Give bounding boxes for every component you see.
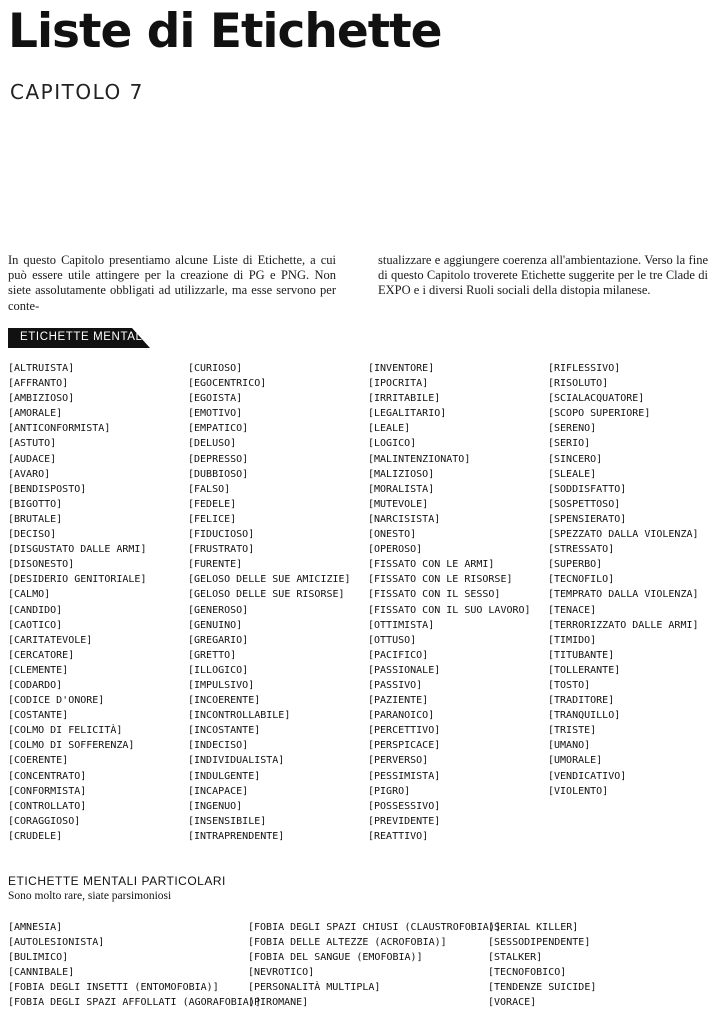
label-item: [TRANQUILLO] — [548, 710, 621, 722]
label-item: [TRADITORE] — [548, 695, 615, 707]
mental-labels-column-1 — [8, 361, 146, 844]
label-item: [CODICE D'ONORE] — [8, 695, 105, 707]
label-item: [FISSATO CON IL SUO LAVORO] — [368, 604, 531, 616]
label-item: [FISSATO CON LE RISORSE] — [368, 574, 513, 586]
label-item: [VORACE] — [488, 997, 537, 1009]
label-item: [AVARO] — [8, 468, 51, 480]
label-item: [PASSIVO] — [368, 679, 423, 691]
special-labels-column-1 — [8, 920, 261, 1011]
label-item: [INCAPACE] — [188, 785, 249, 797]
label-item: [FOBIA DEGLI INSETTI (ENTOMOFOBIA)] — [8, 982, 219, 994]
label-item: [EGOCENTRICO] — [188, 378, 267, 390]
label-item: [MALIZIOSO] — [368, 468, 435, 480]
label-item: [CARITATEVOLE] — [8, 634, 93, 646]
label-item: [FISSATO CON IL SESSO] — [368, 589, 501, 601]
label-item: [EMPATICO] — [188, 423, 249, 435]
label-item: [MUTEVOLE] — [368, 498, 429, 510]
label-item: [CAOTICO] — [8, 619, 63, 631]
label-item: [ALTRUISTA] — [8, 363, 75, 374]
label-item: [FELICE] — [188, 513, 237, 525]
label-item: [SCOPO SUPERIORE] — [548, 408, 651, 420]
label-item: [TOLLERANTE] — [548, 664, 621, 676]
label-item: [RISOLUTO] — [548, 378, 609, 390]
label-item: [SUPERBO] — [548, 559, 603, 571]
label-item: [CANNIBALE] — [8, 967, 75, 979]
label-item: [CALMO] — [8, 589, 51, 601]
label-item: [TEMPRATO DALLA VIOLENZA] — [548, 589, 699, 601]
label-item: [MORALISTA] — [368, 483, 435, 495]
label-item: [INDECISO] — [188, 740, 249, 752]
label-item: [SERENO] — [548, 423, 597, 435]
intro-paragraph-right: stualizzare e aggiungere coerenza all'ambientazione. Verso la fine di questo Capitolo troverete Etichette suggerite per le tre Clade di EXPO e i diversi Ruoli sociali della distopia milanese. — [378, 253, 708, 298]
label-item: [CONFORMISTA] — [8, 785, 87, 797]
label-item: [AUDACE] — [8, 453, 57, 465]
special-labels-column-2 — [248, 920, 501, 1011]
label-item: [TENDENZE SUICIDE] — [488, 982, 597, 994]
label-item: [PIROMANE] — [248, 997, 309, 1009]
label-item: [SINCERO] — [548, 453, 603, 465]
mental-labels-column-3 — [368, 361, 531, 844]
label-item: [TECNOFOBICO] — [488, 967, 567, 979]
label-item: [CLEMENTE] — [8, 664, 69, 676]
label-item: [GREGARIO] — [188, 634, 249, 646]
label-item: [PERVERSO] — [368, 755, 429, 767]
label-item: [EMOTIVO] — [188, 408, 243, 420]
special-labels-column-3 — [488, 920, 596, 1011]
label-item: [SERIO] — [548, 438, 591, 450]
label-item: [PERSONALITÀ MULTIPLA] — [248, 982, 381, 994]
label-item: [TOSTO] — [548, 679, 591, 691]
label-item: [IRRITABILE] — [368, 393, 441, 405]
label-item: [BIGOTTO] — [8, 498, 63, 510]
label-item: [GENEROSO] — [188, 604, 249, 616]
label-item: [GELOSO DELLE SUE AMICIZIE] — [188, 574, 351, 586]
label-item: [LEGALITARIO] — [368, 408, 447, 420]
label-item: [TRISTE] — [548, 725, 597, 737]
label-item: [PIGRO] — [368, 785, 411, 797]
label-item: [CONTROLLATO] — [8, 800, 87, 812]
label-item: [BENDISPOSTO] — [8, 483, 87, 495]
label-item: [NARCISISTA] — [368, 513, 441, 525]
label-item: [VENDICATIVO] — [548, 770, 627, 782]
label-item: [SOSPETTOSO] — [548, 498, 621, 510]
label-item: [OTTIMISTA] — [368, 619, 435, 631]
label-item: [BRUTALE] — [8, 513, 63, 525]
label-item: [INCONTROLLABILE] — [188, 710, 291, 722]
label-item: [INCOERENTE] — [188, 695, 261, 707]
intro-paragraph-left: In questo Capitolo presentiamo alcune Liste di Etichette, a cui può essere utile attingere per la creazione di PG e PNG. Non siete assolutamente obbligati ad utilizzarle, ma esse servono per conte- — [8, 253, 336, 313]
label-item: [CODARDO] — [8, 679, 63, 691]
mental-labels-column-2 — [188, 361, 351, 844]
label-item: [DESIDERIO GENITORIALE] — [8, 574, 147, 586]
label-item: [TITUBANTE] — [548, 649, 615, 661]
label-item: [POSSESSIVO] — [368, 800, 441, 812]
label-item: [INSENSIBILE] — [188, 815, 267, 827]
label-item: [GRETTO] — [188, 649, 237, 661]
label-item: [FIDUCIOSO] — [188, 529, 255, 541]
label-item: [PARANOICO] — [368, 710, 435, 722]
label-item: [ILLOGICO] — [188, 664, 249, 676]
label-item: [STRESSATO] — [548, 544, 615, 556]
label-item: [DECISO] — [8, 529, 57, 541]
label-item: [AMORALE] — [8, 408, 63, 420]
label-item: [ONESTO] — [368, 529, 417, 541]
label-item: [PREVIDENTE] — [368, 815, 441, 827]
label-item: [ASTUTO] — [8, 438, 57, 450]
label-item: [MALINTENZIONATO] — [368, 453, 471, 465]
label-item: [DISONESTO] — [8, 559, 75, 571]
label-item: [RIFLESSIVO] — [548, 363, 621, 374]
label-item: [UMORALE] — [548, 755, 603, 767]
label-item: [FOBIA DELLE ALTEZZE (ACROFOBIA)] — [248, 937, 447, 949]
label-item: [COLMO DI SOFFERENZA] — [8, 740, 135, 752]
label-item: [FOBIA DEL SANGUE (EMOFOBIA)] — [248, 952, 423, 964]
label-item: [TECNOFILO] — [548, 574, 615, 586]
label-item: [BULIMICO] — [8, 952, 69, 964]
label-item: [PACIFICO] — [368, 649, 429, 661]
label-item: [OTTUSO] — [368, 634, 417, 646]
special-section-title: ETICHETTE MENTALI PARTICOLARI — [8, 874, 226, 888]
label-item: [COLMO DI FELICITÀ] — [8, 725, 123, 737]
label-item: [FOBIA DEGLI SPAZI AFFOLLATI (AGORAFOBIA)] — [8, 997, 261, 1009]
label-item: [GENUINO] — [188, 619, 243, 631]
label-item: [LOGICO] — [368, 438, 417, 450]
chapter-label: CAPITOLO 7 — [10, 80, 144, 104]
label-item: [AFFRANTO] — [8, 378, 69, 390]
label-item: [CERCATORE] — [8, 649, 75, 661]
label-item: [FEDELE] — [188, 498, 237, 510]
label-item: [TIMIDO] — [548, 634, 597, 646]
label-item: [SERIAL KILLER] — [488, 922, 579, 933]
label-item: [CONCENTRATO] — [8, 770, 87, 782]
label-item: [COERENTE] — [8, 755, 69, 767]
label-item: [CORAGGIOSO] — [8, 815, 81, 827]
special-section-subtitle: Sono molto rare, siate parsimoniosi — [8, 890, 172, 902]
label-item: [SODDISFATTO] — [548, 483, 627, 495]
label-item: [PASSIONALE] — [368, 664, 441, 676]
label-item: [TERRORIZZATO DALLE ARMI] — [548, 619, 699, 631]
label-item: [FRUSTRATO] — [188, 544, 255, 556]
label-item: [SCIALACQUATORE] — [548, 393, 645, 405]
label-item: [DISGUSTATO DALLE ARMI] — [8, 544, 147, 556]
label-item: [IMPULSIVO] — [188, 679, 255, 691]
label-item: [EGOISTA] — [188, 393, 243, 405]
label-item: [AUTOLESIONISTA] — [8, 937, 105, 949]
label-item: [DEPRESSO] — [188, 453, 249, 465]
label-item: [CANDIDO] — [8, 604, 63, 616]
label-item: [OPEROSO] — [368, 544, 423, 556]
label-item: [CURIOSO] — [188, 363, 243, 374]
label-item: [UMANO] — [548, 740, 591, 752]
label-item: [IPOCRITA] — [368, 378, 429, 390]
label-item: [REATTIVO] — [368, 830, 429, 842]
label-item: [FISSATO CON LE ARMI] — [368, 559, 495, 571]
label-item: [INGENUO] — [188, 800, 243, 812]
label-item: [VIOLENTO] — [548, 785, 609, 797]
label-item: [FALSO] — [188, 483, 231, 495]
label-item: [ANTICONFORMISTA] — [8, 423, 111, 435]
label-item: [CRUDELE] — [8, 830, 63, 842]
label-item: [GELOSO DELLE SUE RISORSE] — [188, 589, 345, 601]
label-item: [FOBIA DEGLI SPAZI CHIUSI (CLAUSTROFOBIA)] — [248, 922, 501, 933]
label-item: [PERSPICACE] — [368, 740, 441, 752]
label-item: [DUBBIOSO] — [188, 468, 249, 480]
label-item: [TENACE] — [548, 604, 597, 616]
label-item: [SESSODIPENDENTE] — [488, 937, 591, 949]
label-item: [INCOSTANTE] — [188, 725, 261, 737]
label-item: [INDULGENTE] — [188, 770, 261, 782]
label-item: [SLEALE] — [548, 468, 597, 480]
label-item: [PAZIENTE] — [368, 695, 429, 707]
label-item: [AMBIZIOSO] — [8, 393, 75, 405]
label-item: [INDIVIDUALISTA] — [188, 755, 285, 767]
label-item: [PESSIMISTA] — [368, 770, 441, 782]
section-banner — [8, 328, 150, 348]
banner-label: ETICHETTE MENTALI — [20, 331, 147, 343]
label-item: [INTRAPRENDENTE] — [188, 830, 285, 842]
label-item: [LEALE] — [368, 423, 411, 435]
page-title: Liste di Etichette — [8, 4, 442, 59]
label-item: [AMNESIA] — [8, 922, 63, 933]
label-item: [FURENTE] — [188, 559, 243, 571]
mental-labels-column-4 — [548, 361, 699, 799]
label-item: [PERCETTIVO] — [368, 725, 441, 737]
label-item: [INVENTORE] — [368, 363, 435, 374]
label-item: [SPENSIERATO] — [548, 513, 627, 525]
label-item: [COSTANTE] — [8, 710, 69, 722]
label-item: [NEVROTICO] — [248, 967, 315, 979]
label-item: [STALKER] — [488, 952, 543, 964]
label-item: [SPEZZATO DALLA VIOLENZA] — [548, 529, 699, 541]
label-item: [DELUSO] — [188, 438, 237, 450]
